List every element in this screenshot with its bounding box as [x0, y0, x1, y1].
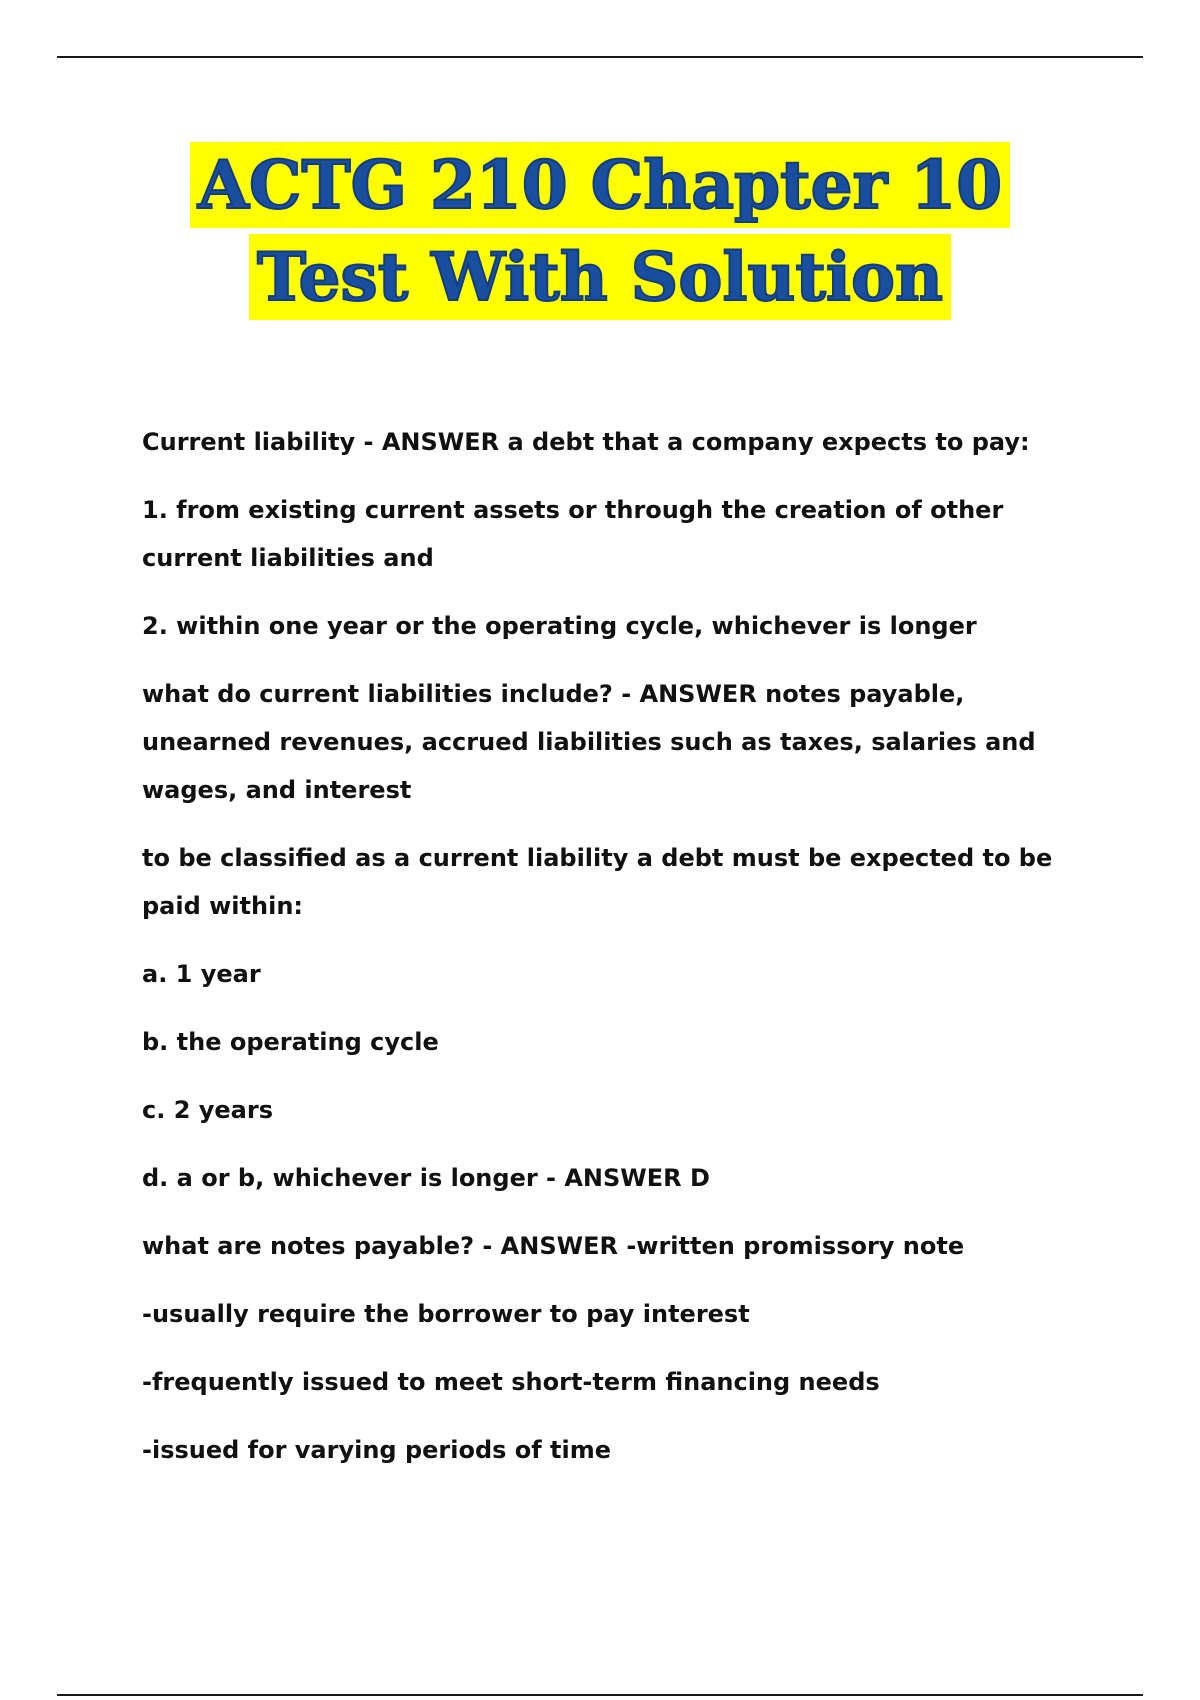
document-title	[0, 142, 1200, 320]
paragraph: -usually require the borrower to pay interest	[142, 1300, 750, 1328]
paragraph: d. a or b, whichever is longer - ANSWER D	[142, 1164, 710, 1192]
paragraph: 1. from existing current assets or through the creation of other current liabilities and	[142, 496, 1004, 572]
paragraph: c. 2 years	[142, 1096, 273, 1124]
paragraph: -frequently issued to meet short-term financing needs	[142, 1368, 880, 1396]
title-line-1: ACTG 210 Chapter 10	[190, 142, 1010, 228]
bottom-divider	[57, 1694, 1143, 1696]
paragraph: a. 1 year	[142, 960, 261, 988]
paragraph: b. the operating cycle	[142, 1028, 439, 1056]
title-line-2: Test With Solution	[249, 234, 951, 320]
paragraph: to be classified as a current liability a debt must be expected to be paid within:	[142, 844, 1053, 920]
document-body	[142, 418, 1072, 1494]
paragraph: 2. within one year or the operating cycle, whichever is longer	[142, 612, 977, 640]
top-divider	[57, 56, 1143, 58]
paragraph: what are notes payable? - ANSWER -written promissory note	[142, 1232, 965, 1260]
paragraph: -issued for varying periods of time	[142, 1436, 612, 1464]
paragraph: what do current liabilities include? - ANSWER notes payable, unearned revenues, accrued liabilities such as taxes, salaries and wages, and interest	[142, 680, 1036, 804]
paragraph: Current liability - ANSWER a debt that a company expects to pay:	[142, 428, 1030, 456]
